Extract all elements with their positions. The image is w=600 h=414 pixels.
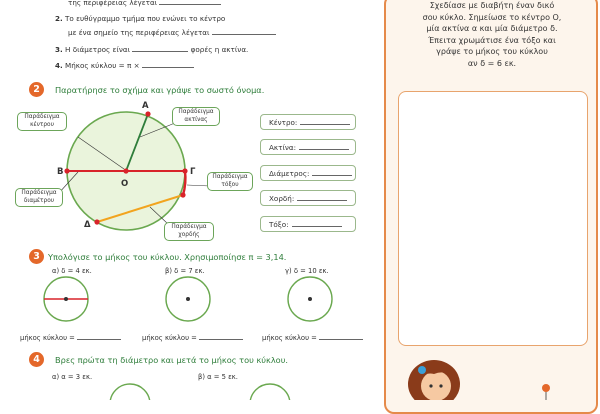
girl-hair-clip [418,366,426,374]
s3-answer-a [20,333,121,342]
answer-box-radius[interactable] [260,139,356,155]
item1-continuation [68,0,221,7]
item3-text-a: Η διάμετρος είναι [65,45,131,54]
point-d [94,219,99,224]
label-g: Γ [190,167,196,177]
item2-line2 [68,28,276,37]
point-b [64,168,69,173]
s3-item-c-label: γ) δ = 10 εκ. [285,267,329,275]
s3-answer-b-blank[interactable] [199,333,243,340]
callout-center-line2: κέντρου [30,121,54,128]
section4-heading: Βρες πρώτα τη διάμετρο και μετά το μήκος του κύκλου. [55,355,289,365]
callout-center-line1: Παράδειγμα [24,114,60,120]
instruction-line-1: Σχεδίασε με διαβήτη έναν δικό [429,1,555,10]
drawing-area[interactable] [398,91,588,346]
s3-center-c [308,297,312,301]
item4-line [55,61,194,70]
answer-box-center[interactable] [260,114,356,130]
section2-heading: Παρατήρησε το σχήμα και γράψε το σωστό όνομα. [55,85,265,95]
callout-diameter [15,188,63,207]
answer-box-chord[interactable] [260,190,356,206]
answer-blank-arc[interactable] [292,220,342,227]
s3-answer-b [142,333,243,342]
callout-radius-line2: ακτίνας [184,116,208,123]
item3-line [55,45,248,54]
s3-answer-c-text: μήκος κύκλου = [262,334,317,342]
s3-answer-b-text: μήκος κύκλου = [142,334,197,342]
section3-badge: 3 [29,249,44,264]
answer-box-diameter[interactable] [260,165,356,181]
s4-circle-b [250,384,290,400]
section4-circles [0,378,380,400]
s3-answer-c-blank[interactable] [319,333,363,340]
instruction-line-5: γράψε το μήκος του κύκλου [436,47,548,56]
answer-blank-radius[interactable] [299,143,349,150]
callout-arc [207,172,253,191]
point-a [145,111,150,116]
s4-item-b-label: β) α = 5 εκ. [198,373,238,381]
s3-answer-a-blank[interactable] [77,333,121,340]
answer-label-diameter: Διάμετρος: [269,169,310,178]
callout-chord [164,222,214,241]
callout-diameter-line1: Παράδειγμα [21,190,57,196]
point-g [182,168,187,173]
item2-blank[interactable] [212,28,276,35]
label-o: Ο [121,179,129,189]
item2-text-2: με ένα σημείο της περιφέρειας λέγεται [68,28,210,37]
instruction-line-4: Έπειτα χρωμάτισε ένα τόξο και [428,35,556,45]
arc-end-point [180,192,185,197]
answer-label-radius: Ακτίνα: [269,143,297,152]
section3-heading: Υπολόγισε το μήκος του κύκλου. Χρησιμοποίησε π = 3,14. [48,252,287,262]
callout-center [17,112,67,131]
instruction-line-3: μία ακτίνα α και μία διάμετρο δ. [426,24,558,33]
instruction-line-6: αν δ = 6 εκ. [467,58,517,68]
item4-text: Μήκος κύκλου = π × [65,61,140,70]
girl-eye-right [439,384,442,387]
center-point [123,168,128,173]
callout-chord-line1: Παράδειγμα [171,224,207,230]
s3-answer-a-text: μήκος κύκλου = [20,334,75,342]
answer-label-chord: Χορδή: [269,194,295,203]
balloon-icon [538,382,554,400]
s4-circle-a [110,384,150,400]
item4-number: 4. [55,61,63,70]
item2-number: 2. [55,14,63,23]
callout-arc-line1: Παράδειγμα [212,174,248,180]
label-d: Δ [84,220,91,230]
item1-blank[interactable] [159,0,221,5]
s3-center-b [186,297,190,301]
item4-blank[interactable] [142,61,194,68]
callout-radius [172,107,220,126]
answer-label-center: Κέντρο: [269,118,298,127]
girl-illustration [398,352,478,400]
callout-arc-line2: τόξου [221,181,239,188]
callout-chord-line2: χορδής [178,231,200,238]
instruction-line-2: σου κύκλο. Σημείωσε το κέντρο Ο, [422,12,562,22]
item1-text: της περιφέρειας λέγεται [68,0,158,7]
callout-diameter-line2: διαμέτρου [23,197,55,204]
callout-radius-line1: Παράδειγμα [178,109,214,115]
right-instructions [392,0,592,69]
section3-circles [0,275,380,325]
s3-item-a-label: α) δ = 4 εκ. [52,267,92,275]
s3-center-a [64,297,68,301]
s3-item-b-label: β) δ = 7 εκ. [165,267,205,275]
item3-number: 3. [55,45,63,54]
girl-face [421,371,451,400]
answer-blank-chord[interactable] [297,194,347,201]
item2-line1 [55,14,225,23]
section2-badge: 2 [29,82,44,97]
s4-item-a-label: α) α = 3 εκ. [52,373,93,381]
answer-box-arc[interactable] [260,216,356,232]
s3-answer-c [262,333,363,342]
answer-blank-diameter[interactable] [312,169,352,176]
answer-label-arc: Τόξο: [269,220,289,229]
answer-blank-center[interactable] [300,118,350,125]
label-b: Β [57,167,64,177]
girl-eye-left [429,384,432,387]
item3-text-b: φορές η ακτίνα. [190,45,249,54]
item3-blank[interactable] [132,45,188,52]
section4-badge: 4 [29,352,44,367]
label-a: Α [142,101,149,111]
item2-text: Το ευθύγραμμο τμήμα που ενώνει το κέντρο [65,14,226,23]
